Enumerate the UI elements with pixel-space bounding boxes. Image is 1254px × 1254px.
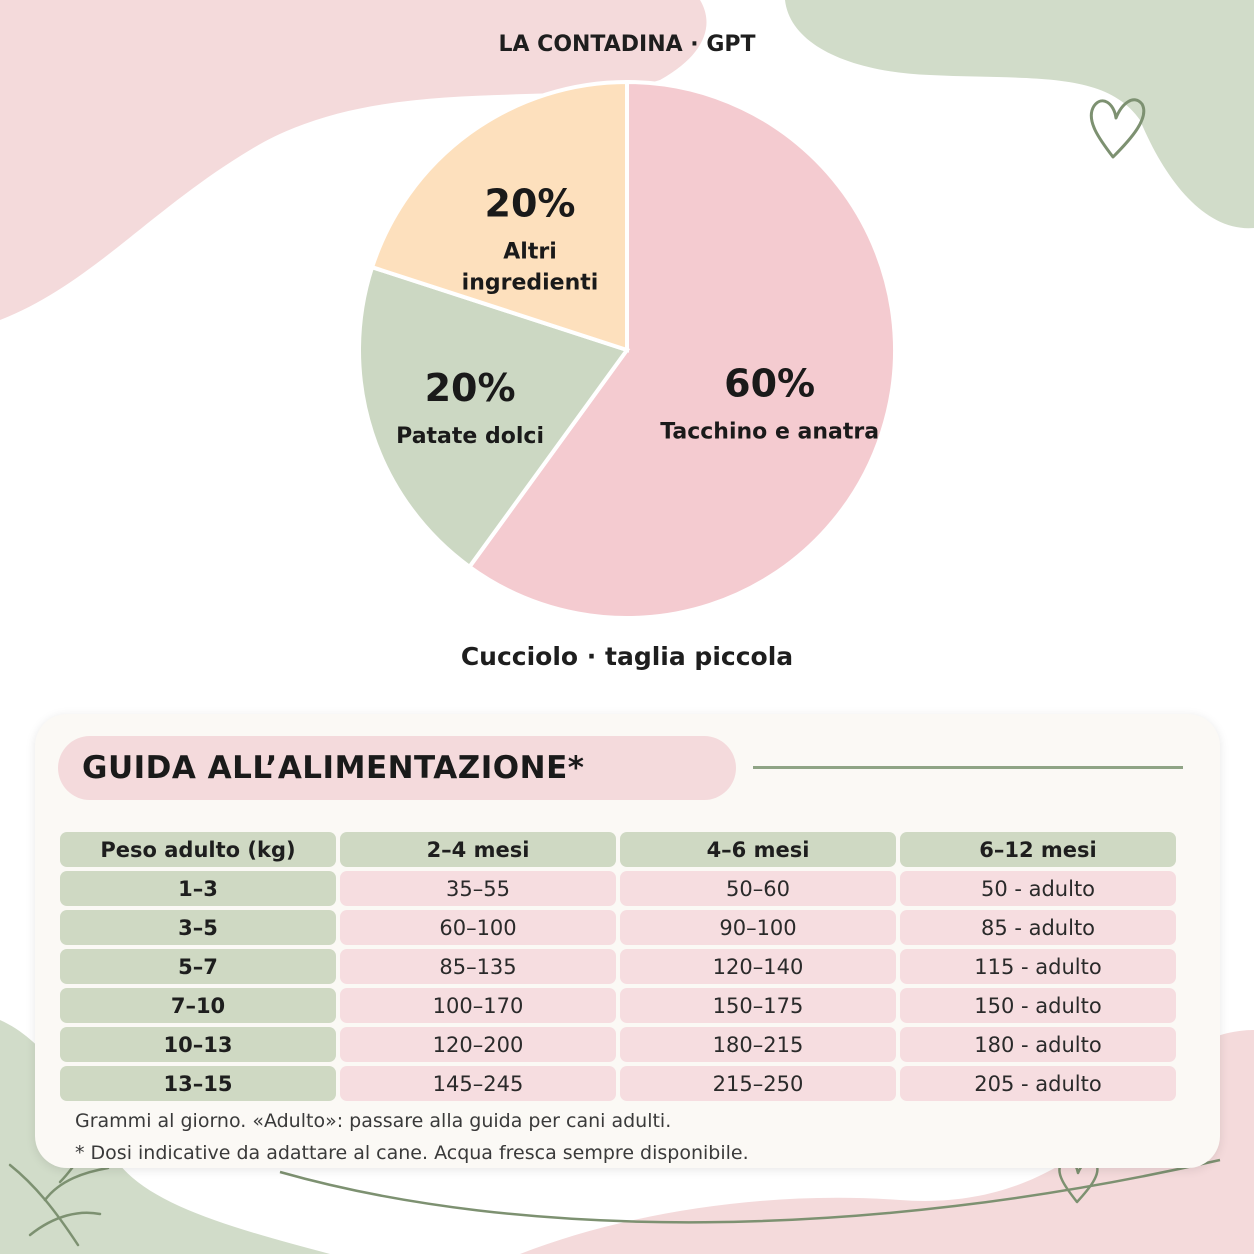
slice-category-label: Patate dolci: [396, 423, 544, 449]
slice-category-label: ingredienti: [461, 270, 599, 296]
header-cell: 4–6 mesi: [620, 832, 896, 867]
weight-cell: 5–7: [60, 949, 336, 984]
grams-cell: 115 - adulto: [900, 949, 1176, 984]
title-divider-line: [753, 766, 1183, 769]
grams-cell: 145–245: [340, 1066, 616, 1101]
table-row: [60, 1066, 1176, 1101]
grams-cell: 60–100: [340, 910, 616, 945]
grams-cell: 85–135: [340, 949, 616, 984]
table-row: [60, 1027, 1176, 1062]
grams-cell: 50 - adulto: [900, 871, 1176, 906]
footnote-grams: Grammi al giorno. «Adulto»: passare alla guida per cani adulti.: [75, 1110, 672, 1132]
product-subtitle: Cucciolo · taglia piccola: [460, 642, 794, 671]
slice-category-label: Altri: [503, 239, 557, 265]
slice-value-label: 60%: [724, 361, 816, 406]
slice-value-label: 20%: [424, 365, 516, 410]
footnote-dosage: * Dosi indicative da adattare al cane. Acqua fresca sempre disponibile.: [75, 1142, 749, 1164]
table-row: [60, 949, 1176, 984]
grams-cell: 120–140: [620, 949, 896, 984]
grams-cell: 150–175: [620, 988, 896, 1023]
table-row: [60, 988, 1176, 1023]
grams-cell: 180–215: [620, 1027, 896, 1062]
table-header-row: [60, 832, 1176, 867]
feeding-guide-title-pill: [58, 736, 736, 800]
brand-title: LA CONTADINA · GPT: [498, 32, 756, 57]
grams-cell: 180 - adulto: [900, 1027, 1176, 1062]
grams-cell: 100–170: [340, 988, 616, 1023]
slice-category-label: Tacchino e anatra: [660, 419, 880, 445]
grams-cell: 150 - adulto: [900, 988, 1176, 1023]
grams-cell: 50–60: [620, 871, 896, 906]
weight-cell: 3–5: [60, 910, 336, 945]
weight-cell: 13–15: [60, 1066, 336, 1101]
table-row: [60, 871, 1176, 906]
grams-cell: 205 - adulto: [900, 1066, 1176, 1101]
table-row: [60, 910, 1176, 945]
header-cell: Peso adulto (kg): [60, 832, 336, 867]
weight-cell: 7–10: [60, 988, 336, 1023]
grams-cell: 35–55: [340, 871, 616, 906]
feeding-guide-title: GUIDA ALL’ALIMENTAZIONE*: [82, 750, 585, 786]
grams-cell: 85 - adulto: [900, 910, 1176, 945]
grams-cell: 90–100: [620, 910, 896, 945]
weight-cell: 10–13: [60, 1027, 336, 1062]
header-cell: 6–12 mesi: [900, 832, 1176, 867]
grams-cell: 215–250: [620, 1066, 896, 1101]
feeding-guide-card: [35, 714, 1220, 1168]
weight-cell: 1–3: [60, 871, 336, 906]
feeding-table: [56, 828, 1180, 1105]
header-cell: 2–4 mesi: [340, 832, 616, 867]
slice-value-label: 20%: [484, 181, 576, 226]
grams-cell: 120–200: [340, 1027, 616, 1062]
